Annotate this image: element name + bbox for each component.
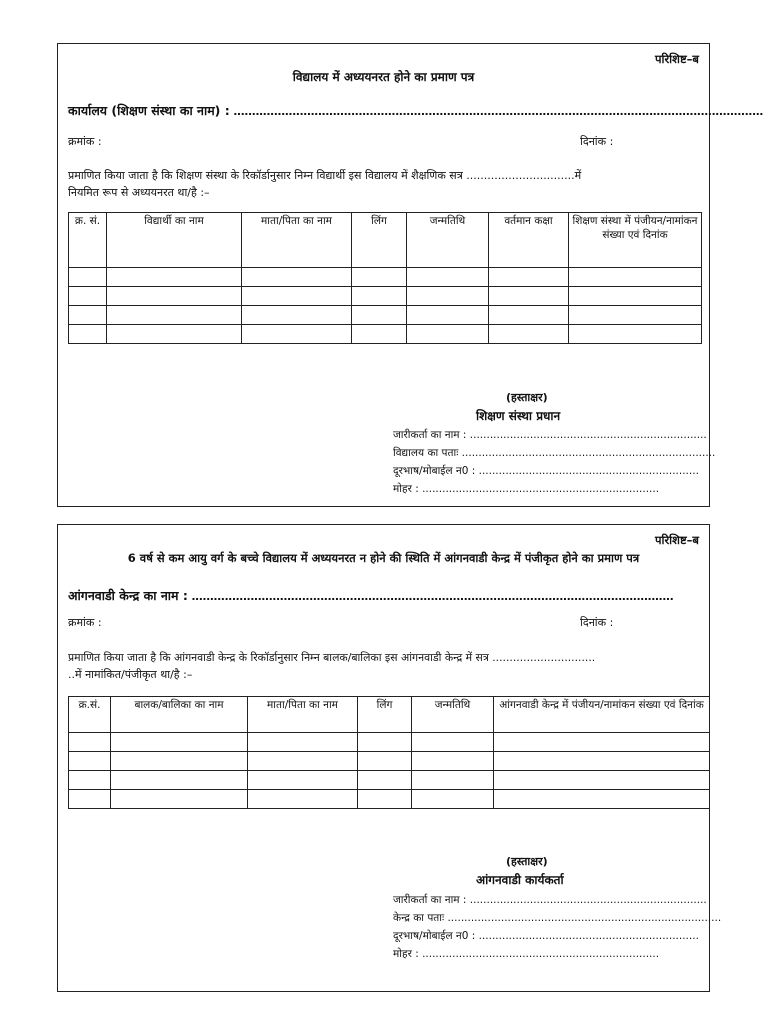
address-field: केन्द्र का पताः .................................................................................. [393,912,722,924]
form-title: विद्यालय में अध्ययनरत होने का प्रमाण पत्र [292,70,475,84]
address-field: विद्यालय का पताः ............................................................................ [393,447,716,459]
certify-text-line2: ..में नामांकित/पंजीकृत था/है :– [68,668,193,681]
serial-number-label: क्रमांक : [68,135,102,148]
col-gender: लिंग [352,213,407,268]
student-details-table [68,212,702,344]
certify-text-line1: प्रमाणित किया जाता है कि आंगनवाडी केन्द्र के रिकॉर्डानुसार निम्न बालक/बालिका इस आंगनवाडी केन्द्र में सत्र .............................. [68,651,596,664]
seal-field: मोहर : ....................................................................... [393,948,660,960]
signature-label: (हस्ताक्षर) [506,855,548,868]
appendix-label: परिशिष्ट–ब [654,533,699,547]
table-header-row [69,697,710,733]
col-dob: जन्मतिथि [407,213,489,268]
office-name-label: कार्यालय (शिक्षण संस्था का नाम) : [68,103,230,118]
issuer-name-field: जारीकर्ता का नाम : ....................................................................... [393,429,707,441]
designation-label: शिक्षण संस्था प्रधान [476,409,561,423]
col-parent-name: माता/पिता का नाम [242,213,352,268]
designation-label: आंगनवाडी कार्यकर्ता [476,873,564,887]
table-row [69,771,710,790]
issuer-name-field: जारीकर्ता का नाम : ....................................................................... [393,894,707,906]
phone-field: दूरभाष/मोबाईल न0 : .................................................................. [393,930,699,942]
col-dob: जन्मतिथि [412,697,494,733]
appendix-label: परिशिष्ट–ब [654,52,699,66]
col-gender: लिंग [358,697,412,733]
center-name-label: आंगनवाडी केन्द्र का नाम : [68,588,188,603]
table-header-row [69,213,702,268]
form-title: 6 वर्ष से कम आयु वर्ग के बच्चे विद्यालय में अध्ययनरत न होने की स्थिति में आंगनवाडी केन्द्र में पंजीकृत होने का प्रमाण पत्र [127,551,640,565]
table-row [69,306,702,325]
col-current-class: वर्तमान कक्षा [489,213,569,268]
certify-text-line1: प्रमाणित किया जाता है कि शिक्षण संस्था के रिकॉर्डानुसार निम्न विद्यार्थी इस विद्यालय में शैक्षणिक सत्र ...............................में [68,169,582,182]
anganwadi-certificate-form [57,524,722,992]
table-row [69,287,702,306]
office-name-blank: ................................................................................................................................................ [233,105,763,118]
table-row [69,325,702,344]
col-child-name: बालक/बालिका का नाम [111,697,248,733]
certify-text-line2: नियमित रूप से अध्ययनरत था/है :– [68,186,210,199]
table-row [69,733,710,752]
col-registration: शिक्षण संस्था में पंजीयन/नामांकन संख्या एवं दिनांक [569,213,702,268]
signature-label: (हस्ताक्षर) [506,391,548,404]
table-row [69,790,710,809]
col-student-name: विद्यार्थी का नाम [107,213,242,268]
serial-number-label: क्रमांक : [68,616,102,629]
table-row [69,752,710,771]
col-serial: क्र.सं. [69,697,111,733]
phone-field: दूरभाष/मोबाईल न0 : .................................................................. [393,465,699,477]
child-details-table [68,696,710,809]
seal-field: मोहर : ....................................................................... [393,483,660,495]
center-name-blank: ................................................................................................................................... [191,590,674,603]
date-label: दिनांक : [580,135,614,148]
col-parent-name: माता/पिता का नाम [248,697,358,733]
col-registration: आंगनवाडी केन्द्र में पंजीयन/नामांकन संख्या एवं दिनांक [494,697,710,733]
center-name-row [68,587,673,604]
office-name-row [68,102,763,119]
school-certificate-form [57,43,763,507]
table-row [69,268,702,287]
col-serial: क्र. सं. [69,213,107,268]
date-label: दिनांक : [580,616,614,629]
